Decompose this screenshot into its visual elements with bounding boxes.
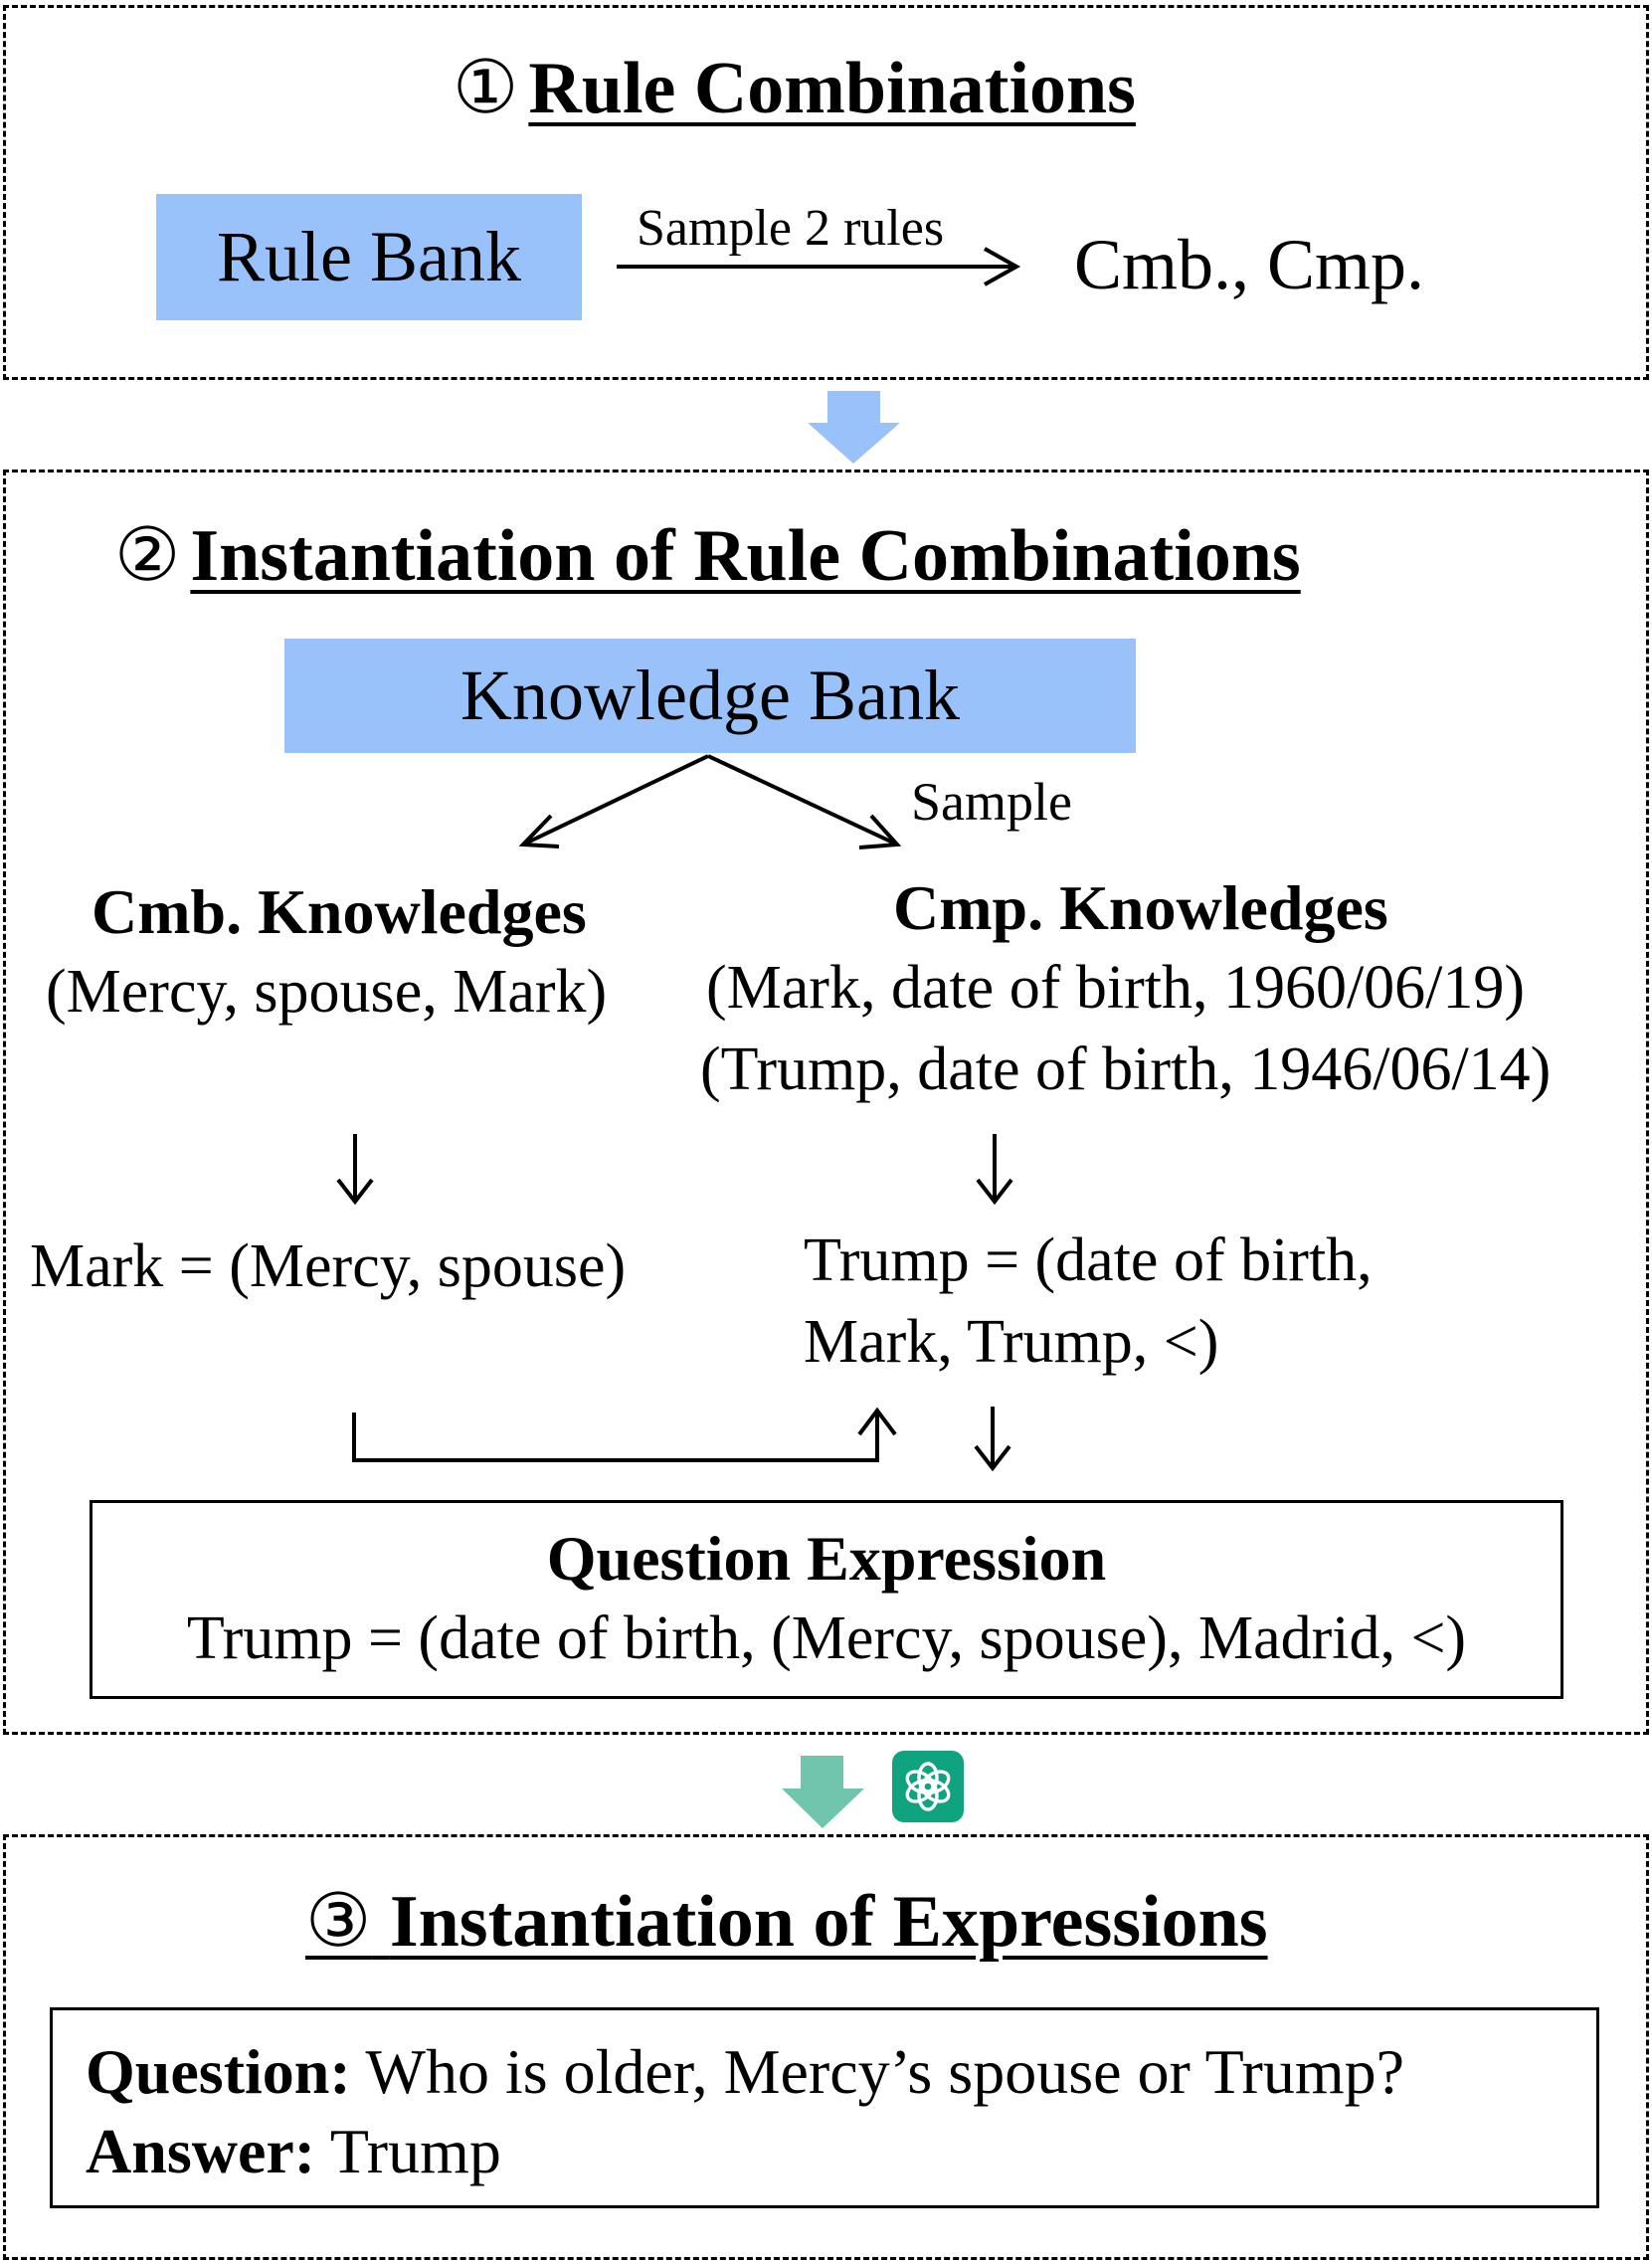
question-label: Question:: [86, 2036, 351, 2107]
section3-title-text: ③ Instantiation of Expressions: [305, 1881, 1268, 1963]
cmb-expression: Mark = (Mercy, spouse): [30, 1232, 627, 1300]
cmp-expression-line-2: Mark, Trump, <): [804, 1308, 1219, 1376]
section2-title-text: Instantiation of Rule Combinations: [190, 515, 1301, 597]
section3-number: ③: [305, 1881, 372, 1963]
section1-title: [453, 45, 1136, 131]
section2-number: ②: [114, 515, 181, 597]
answer-text: Trump: [315, 2116, 501, 2186]
flow-arrow-blue: [808, 391, 900, 464]
rule-bank-box: [156, 194, 582, 320]
section2-title: [114, 512, 1301, 599]
cmp-fact-2: (Trump, date of birth, 1946/06/14): [700, 1036, 1552, 1103]
knowledge-bank-box: [284, 639, 1136, 753]
openai-logo-icon: [892, 1751, 964, 1822]
question-text: Who is older, Mercy’s spouse or Trump?: [350, 2036, 1404, 2107]
question-expression-text: Trump = (date of birth, (Mercy, spouse), Madrid, <): [186, 1604, 1467, 1672]
rule-bank-label: Rule Bank: [217, 217, 521, 296]
section3-title: [305, 1878, 1268, 1965]
cmb-fact: (Mercy, spouse, Mark): [46, 958, 608, 1026]
answer-line: [86, 2115, 501, 2188]
question-expression-heading: Question Expression: [546, 1523, 1107, 1594]
answer-label: Answer:: [86, 2116, 316, 2186]
cmp-expression-line-1: Trump = (date of birth,: [804, 1226, 1373, 1294]
cmp-fact-1: (Mark, date of birth, 1960/06/19): [706, 954, 1526, 1022]
section1-number: ①: [453, 48, 519, 129]
cmb-knowledges-heading: Cmb. Knowledges: [92, 876, 587, 947]
sample-2-rules-label: Sample 2 rules: [637, 200, 945, 257]
sampled-rules-output: Cmb., Cmp.: [1074, 225, 1425, 304]
question-line: [86, 2035, 1404, 2109]
flow-arrow-green: [782, 1756, 864, 1828]
cmp-knowledges-heading: Cmp. Knowledges: [893, 872, 1388, 943]
sample-label: Sample: [911, 772, 1072, 832]
knowledge-bank-label: Knowledge Bank: [460, 656, 960, 735]
section1-title-text: Rule Combinations: [528, 48, 1136, 129]
